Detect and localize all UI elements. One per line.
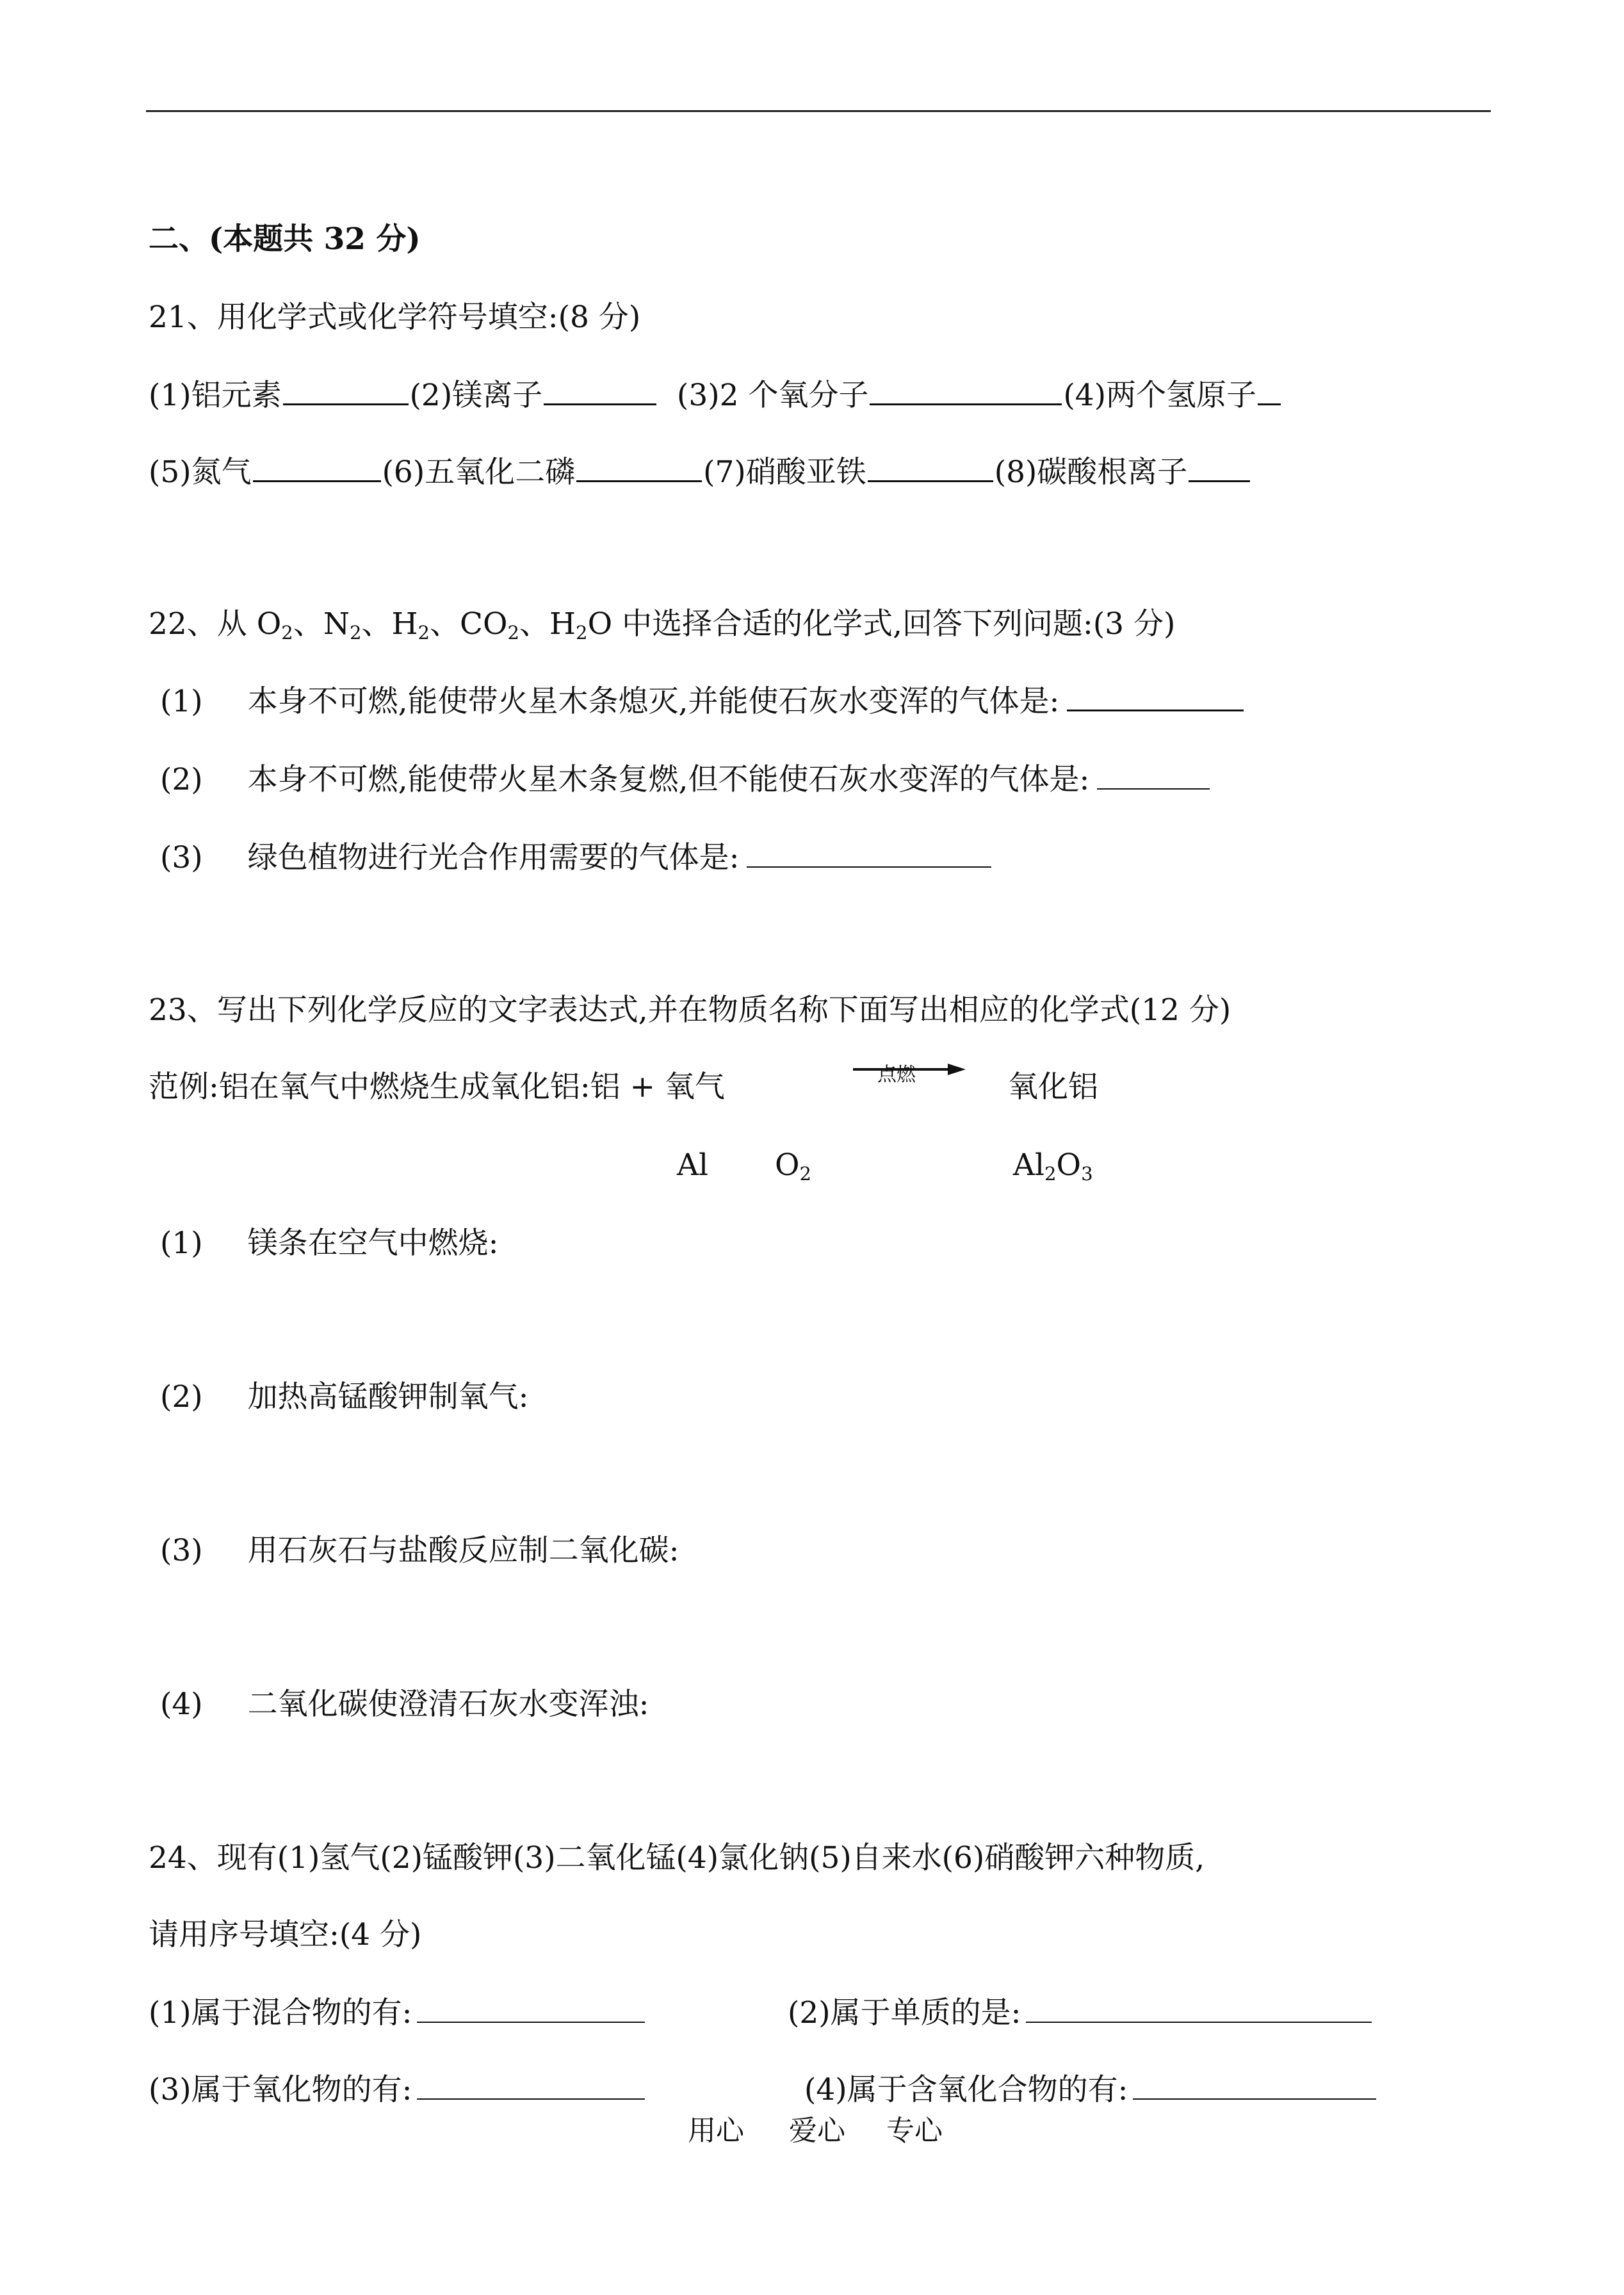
q21-item-7: (7)硝酸亚铁 — [703, 455, 866, 490]
q21-item-5: (5)氮气 — [149, 455, 252, 490]
formula-subscript: 2 — [349, 622, 362, 644]
q24-item-4 — [804, 2071, 1377, 2109]
q23-item-4 — [160, 1685, 649, 1724]
formula-text: Al — [1013, 1148, 1044, 1183]
item-text: (1)属于混合物的有: — [149, 1995, 412, 2031]
item-text: 用石灰石与盐酸反应制二氧化碳: — [247, 1533, 679, 1568]
formula-text: 、H — [519, 606, 576, 642]
q23-stem: 23、写出下列化学反应的文字表达式,并在物质名称下面写出相应的化学式(12 分) — [149, 993, 1231, 1028]
q22-blank-2[interactable] — [1097, 763, 1210, 790]
q21-row1 — [149, 377, 1282, 415]
q21-stem: 21、用化学式或化学符号填空:(8 分) — [149, 300, 641, 335]
q21-blank-7[interactable] — [868, 455, 993, 482]
item-number: (1) — [160, 684, 203, 719]
q24-blank-3[interactable] — [417, 2073, 645, 2100]
item-number: (2) — [160, 1379, 203, 1415]
formula-subscript: 2 — [507, 622, 520, 644]
footer-word-2: 爱心 — [789, 2114, 845, 2147]
q23-item-1 — [160, 1224, 498, 1263]
q24-item-2 — [788, 1994, 1373, 2032]
q22-stem-prefix: 22、从 — [149, 606, 257, 642]
item-text: 加热高锰酸钾制氧气: — [247, 1379, 529, 1415]
item-number: (3) — [160, 1533, 203, 1568]
footer-word-1: 用心 — [688, 2114, 744, 2147]
q22-item-2 — [160, 761, 1211, 799]
q22-stem-suffix: 中选择合适的化学式,回答下列问题:(3 分) — [612, 606, 1176, 642]
q21-blank-4[interactable] — [1258, 378, 1281, 405]
item-text: (2)属于单质的是: — [788, 1995, 1021, 2031]
formula-o2 — [775, 1146, 811, 1185]
q21-item-1: (1)铝元素 — [149, 378, 282, 413]
q23-item-2 — [160, 1378, 528, 1416]
q21-item-4: (4)两个氢原子 — [1063, 378, 1257, 413]
q21-item-8: (8)碳酸根离子 — [994, 455, 1188, 490]
q24-blank-2[interactable] — [1026, 1996, 1372, 2023]
item-number: (2) — [160, 762, 203, 797]
item-text: (3)属于氧化物的有: — [149, 2072, 412, 2107]
formula-subscript: 2 — [799, 1163, 812, 1185]
q24-stem-line1: 24、现有(1)氢气(2)锰酸钾(3)二氧化锰(4)氯化钠(5)自来水(6)硝酸钾六种物质, — [149, 1840, 1205, 1876]
item-text: 绿色植物进行光合作用需要的气体是: — [247, 840, 740, 875]
formula-text: 、N — [293, 606, 350, 642]
formula-text: O — [775, 1148, 800, 1183]
q21-blank-6[interactable] — [576, 455, 702, 482]
formula-text: 、H — [361, 606, 418, 642]
q21-row2 — [149, 453, 1251, 492]
formula-text: O — [256, 606, 282, 642]
q21-item-2: (2)镁离子 — [409, 378, 543, 413]
q21-blank-2[interactable] — [544, 378, 656, 405]
section-title: 二、(本题共 32 分) — [149, 222, 421, 257]
q24-blank-1[interactable] — [417, 1996, 645, 2023]
q24-blank-4[interactable] — [1133, 2073, 1376, 2100]
item-text: (4)属于含氧化合物的有: — [804, 2072, 1128, 2107]
q22-stem — [149, 605, 1175, 644]
formula-subscript: 2 — [418, 622, 430, 644]
q21-blank-8[interactable] — [1189, 455, 1250, 482]
q22-blank-1[interactable] — [1067, 684, 1244, 711]
q23-item-3 — [160, 1532, 679, 1570]
footer-word-3: 专心 — [886, 2114, 943, 2147]
q24-item-3 — [149, 2071, 646, 2109]
formula-al2o3 — [1013, 1146, 1093, 1185]
q23-example: 范例:铝在氧气中燃烧生成氧化铝:铝 + 氧气 — [149, 1069, 725, 1105]
formula-text: O — [1056, 1148, 1082, 1183]
q24-item-1 — [149, 1994, 646, 2032]
item-text: 镁条在空气中燃烧: — [247, 1226, 499, 1261]
q22-blank-3[interactable] — [747, 841, 991, 868]
q21-blank-1[interactable] — [283, 378, 409, 405]
q21-blank-5[interactable] — [253, 455, 381, 482]
q24-stem-line2: 请用序号填空:(4 分) — [149, 1917, 422, 1952]
formula-subscript: 2 — [281, 622, 293, 644]
header-rule — [146, 110, 1491, 112]
q22-item-1 — [160, 683, 1245, 721]
q21-item-3: (3)2 个氧分子 — [677, 378, 869, 413]
item-text: 二氧化碳使澄清石灰水变浑浊: — [247, 1687, 649, 1722]
q22-item-3 — [160, 839, 993, 877]
q21-blank-3[interactable] — [870, 378, 1062, 405]
item-number: (1) — [160, 1226, 203, 1261]
formula-text: 、CO — [430, 606, 508, 642]
formula-subscript: 3 — [1081, 1163, 1093, 1185]
arrow-condition-label: 点燃 — [877, 1064, 916, 1086]
item-number: (4) — [160, 1687, 203, 1722]
formula-al: Al — [677, 1148, 708, 1183]
formula-subscript: 2 — [576, 622, 588, 644]
formula-text: O — [587, 606, 613, 642]
item-number: (3) — [160, 840, 203, 875]
q21-item-6: (6)五氧化二磷 — [382, 455, 576, 490]
formula-subscript: 2 — [1044, 1163, 1057, 1185]
item-text: 本身不可燃,能使带火星木条复燃,但不能使石灰水变浑的气体是: — [247, 762, 1090, 797]
example-product: 氧化铝 — [1008, 1069, 1098, 1105]
item-text: 本身不可燃,能使带火星木条熄灭,并能使石灰水变浑的气体是: — [247, 684, 1060, 719]
